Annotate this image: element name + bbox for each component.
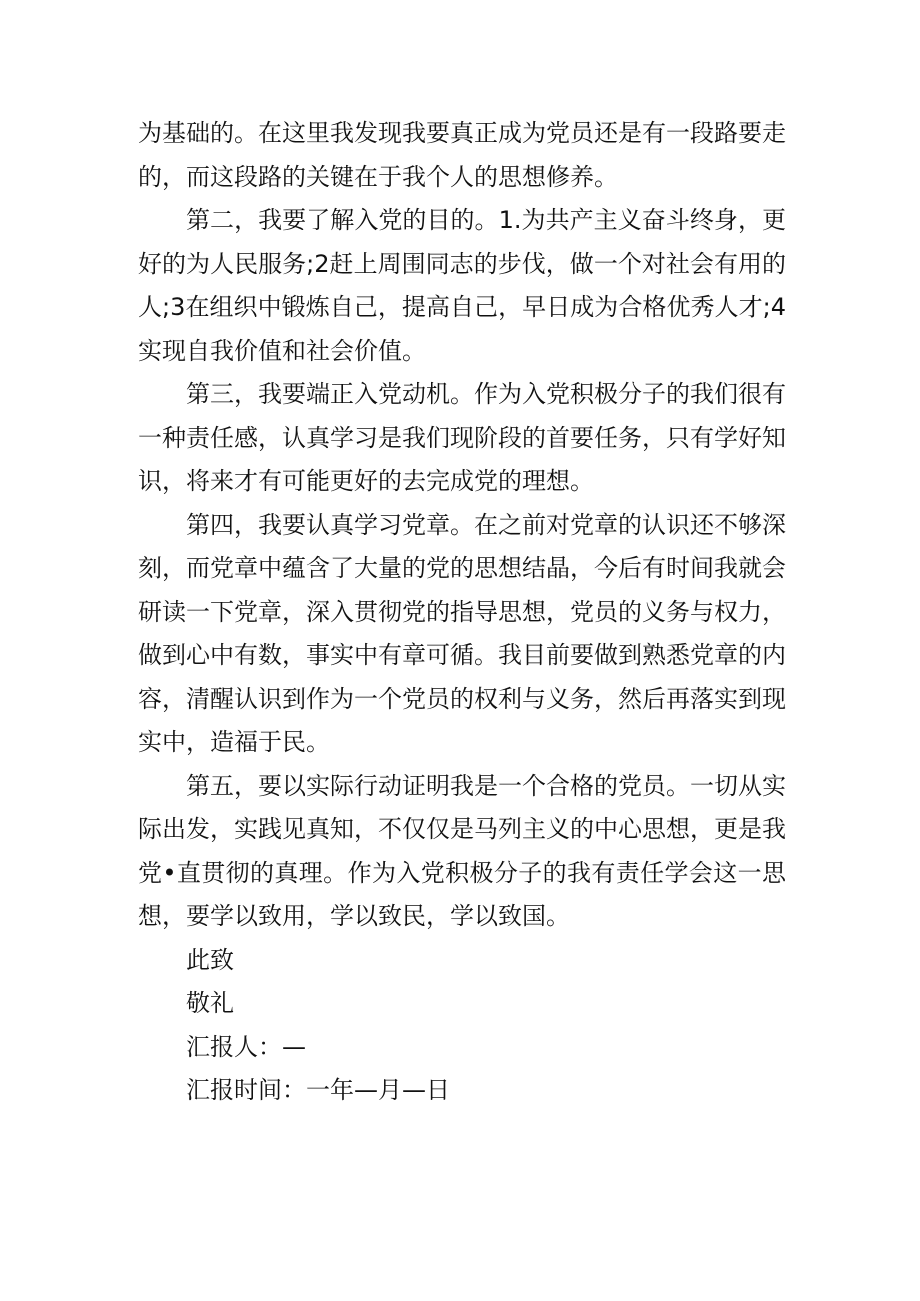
paragraph-third: 第三，我要端正入党动机。作为入党积极分子的我们很有一种责任感，认真学习是我们现阶段的首要任务，只有学好知识，将来才有可能更好的去完成党的理想。 xyxy=(138,380,786,495)
document-body xyxy=(138,112,786,1113)
reporter-line: 汇报人：— xyxy=(186,1032,306,1061)
report-time-line: 汇报时间：一年—月—日 xyxy=(186,1076,450,1104)
closing-regards: 敬礼 xyxy=(186,989,234,1017)
closing-salutation: 此致 xyxy=(186,945,234,974)
paragraph-second: 第二，我要了解入党的目的。1.为共产主义奋斗终身，更好的为人民服务;2赶上周围同志的步伐，做一个对社会有用的人;3在组织中锻炼自己，提高自己，早日成为合格优秀人才;4实现自我价值和社会价值。 xyxy=(138,206,786,365)
paragraph-fifth: 第五，要以实际行动证明我是一个合格的党员。一切从实际出发，实践见真知，不仅仅是马列主义的中心思想，更是我党•直贯彻的真理。作为入党积极分子的我有责任学会这一思想，要学以致用，学以致民，学以致国。 xyxy=(138,771,786,930)
paragraph-fourth: 第四，我要认真学习党章。在之前对党章的认识还不够深刻，而党章中蕴含了大量的党的思想结晶，今后有时间我就会研读一下党章，深入贯彻党的指导思想，党员的义务与权力，做到心中有数，事实中有章可循。我目前要做到熟悉党章的内容，清醒认识到作为一个党员的权利与义务，然后再落实到现实中，造福于民。 xyxy=(138,510,786,756)
paragraph-continuation: 为基础的。在这里我发现我要真正成为党员还是有一段路要走的，而这段路的关键在于我个人的思想修养。 xyxy=(138,119,786,191)
